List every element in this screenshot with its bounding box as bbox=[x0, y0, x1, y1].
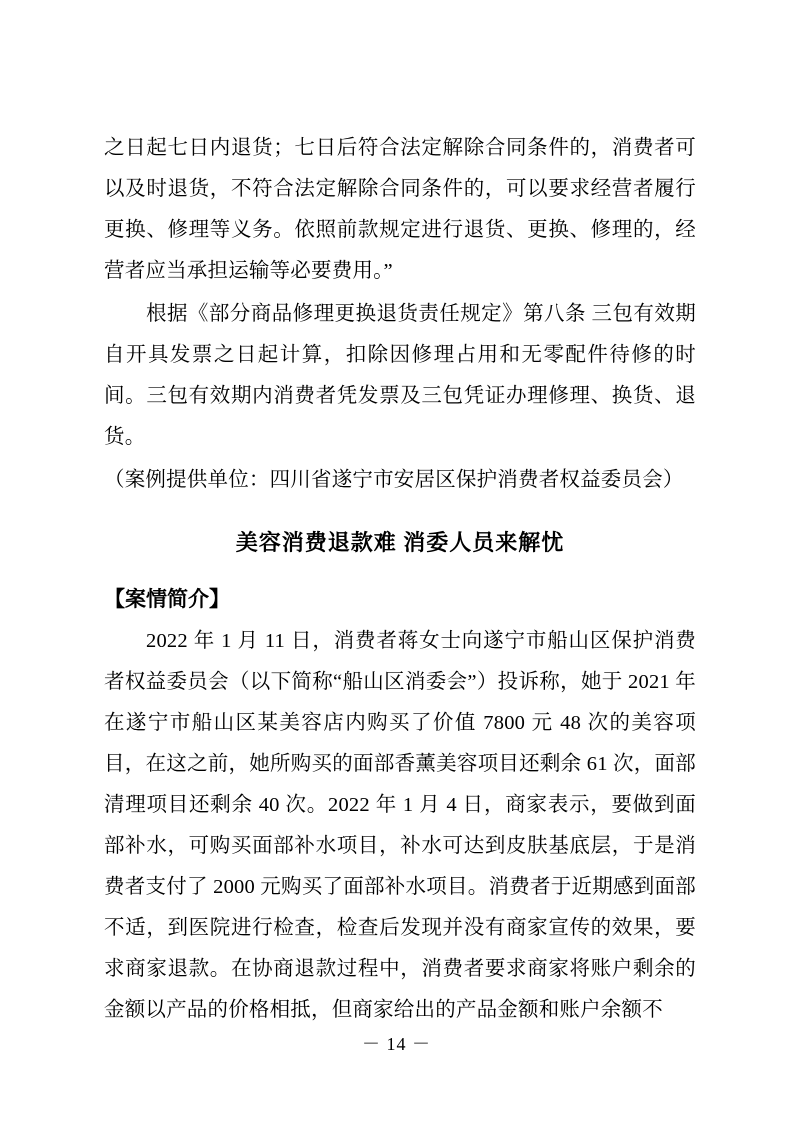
section-label-case-summary: 【案情简介】 bbox=[104, 587, 230, 611]
paragraph-case-body: 2022 年 1 月 11 日，消费者蒋女士向遂宁市船山区保护消费者权益委员会（以下简称“船山区消委会”）投诉称，她于 2021 年在遂宁市船山区某美容店内购买了价值 7800 元 48 次的美容项目，在这之前，她所购买的面部香薰美容项目还剩余 61 次，面部清理项目还剩余 40 次。2022 年 1 月 4 日，商家表示，要做到面部补水，可购买面部补水项目，补水可达到皮肤基底层，于是消费者支付了 2000 元购买了面部补水项目。消费者于近期感到面部不适，到医院进行检查，检查后发现并没有商家宣传的效果，要求商家退款。在协商退款过程中，消费者要求商家将账户剩余的金额以产品的价格相抵，但商家给出的产品金额和账户余额不 bbox=[104, 630, 696, 1021]
case-title: 美容消费退款难 消委人员来解忧 bbox=[235, 530, 565, 555]
page-content bbox=[104, 128, 696, 1031]
paragraph-continuation: 之日起七日内退货；七日后符合法定解除合同条件的，消费者可以及时退货，不符合法定解除合同条件的，可以要求经营者履行更换、修理等义务。依照前款规定进行退货、更换、修理的，经营者应当承担运输等必要费用。” bbox=[104, 137, 696, 282]
paragraph-regulation-reference: 根据《部分商品修理更换退货责任规定》第八条 三包有效期自开具发票之日起计算，扣除因修理占用和无零配件待修的时间。三包有效期内消费者凭发票及三包凭证办理修理、换货、退货。 bbox=[104, 303, 696, 448]
page-footer bbox=[0, 1030, 793, 1056]
page-number: － 14 － bbox=[362, 1034, 431, 1054]
paragraph-case-source: （案例提供单位：四川省遂宁市安居区保护消费者权益委员会） bbox=[104, 469, 684, 491]
